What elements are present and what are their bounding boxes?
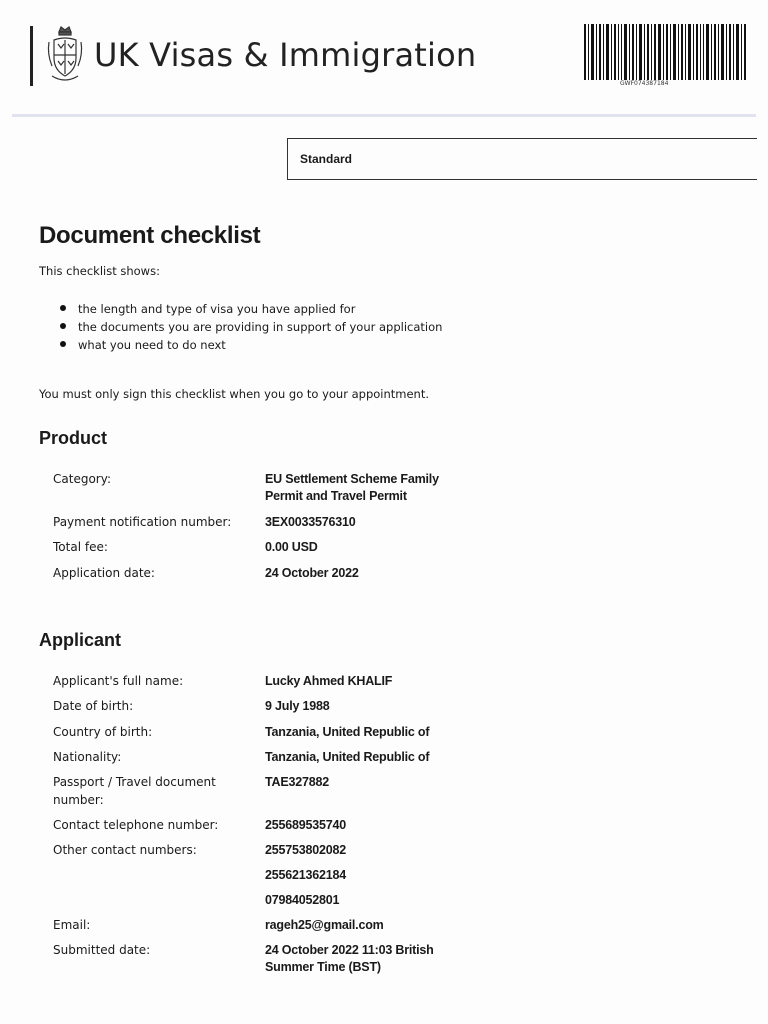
other-number: 07984052801: [265, 893, 340, 907]
category-label: Category:: [53, 472, 111, 486]
application-date-label: Application date:: [53, 566, 155, 580]
submitted-date-label: Submitted date:: [53, 943, 151, 957]
passport-label: Passport / Travel document number:: [53, 775, 216, 807]
intro-text: This checklist shows:: [39, 264, 160, 278]
barcode-number: GWF074387184: [620, 80, 669, 87]
email-label: Email:: [53, 918, 91, 932]
submitted-date-value: 24 October 2022 11:03 British Summer Time (BST): [265, 943, 434, 974]
status-label: Standard: [300, 152, 353, 166]
page-title: Document checklist: [39, 222, 261, 249]
nationality-label: Nationality:: [53, 750, 122, 764]
passport-value: TAE327882: [265, 775, 329, 789]
other-numbers-label: Other contact numbers:: [53, 843, 197, 857]
phone-value: 255689535740: [265, 818, 347, 832]
country-of-birth-label: Country of birth:: [53, 725, 153, 739]
application-date-value: 24 October 2022: [265, 566, 359, 580]
list-item: the length and type of visa you have applied for: [60, 300, 442, 318]
other-number: 255621362184: [265, 868, 347, 882]
royal-crest-icon: [46, 24, 84, 88]
list-item: the documents you are providing in support of your application: [60, 318, 442, 336]
email-value: rageh25@gmail.com: [265, 918, 384, 932]
fee-label: Total fee:: [53, 540, 108, 554]
dob-value: 9 July 1988: [265, 699, 330, 713]
other-number: 255753802082: [265, 843, 347, 857]
list-item: what you need to do next: [60, 336, 442, 354]
checklist-bullets: [60, 300, 442, 354]
sign-note: You must only sign this checklist when you go to your appointment.: [39, 387, 430, 401]
product-heading: Product: [39, 428, 108, 448]
applicant-heading: Applicant: [39, 630, 122, 650]
phone-label: Contact telephone number:: [53, 818, 219, 832]
nationality-value: Tanzania, United Republic of: [265, 750, 430, 764]
header-rule: [30, 26, 33, 86]
category-value: EU Settlement Scheme Family Permit and Travel Permit: [265, 472, 439, 503]
payment-label: Payment notification number:: [53, 515, 232, 529]
fee-value: 0.00 USD: [265, 540, 318, 554]
header-divider: [12, 114, 756, 117]
full-name-label: Applicant's full name:: [53, 674, 184, 688]
dob-label: Date of birth:: [53, 699, 134, 713]
country-of-birth-value: Tanzania, United Republic of: [265, 725, 430, 739]
barcode: [584, 24, 748, 82]
agency-title: UK Visas & Immigration: [94, 36, 477, 74]
payment-value: 3EX0033576310: [265, 515, 356, 529]
full-name-value: Lucky Ahmed KHALIF: [265, 674, 393, 688]
status-box: [287, 138, 757, 180]
